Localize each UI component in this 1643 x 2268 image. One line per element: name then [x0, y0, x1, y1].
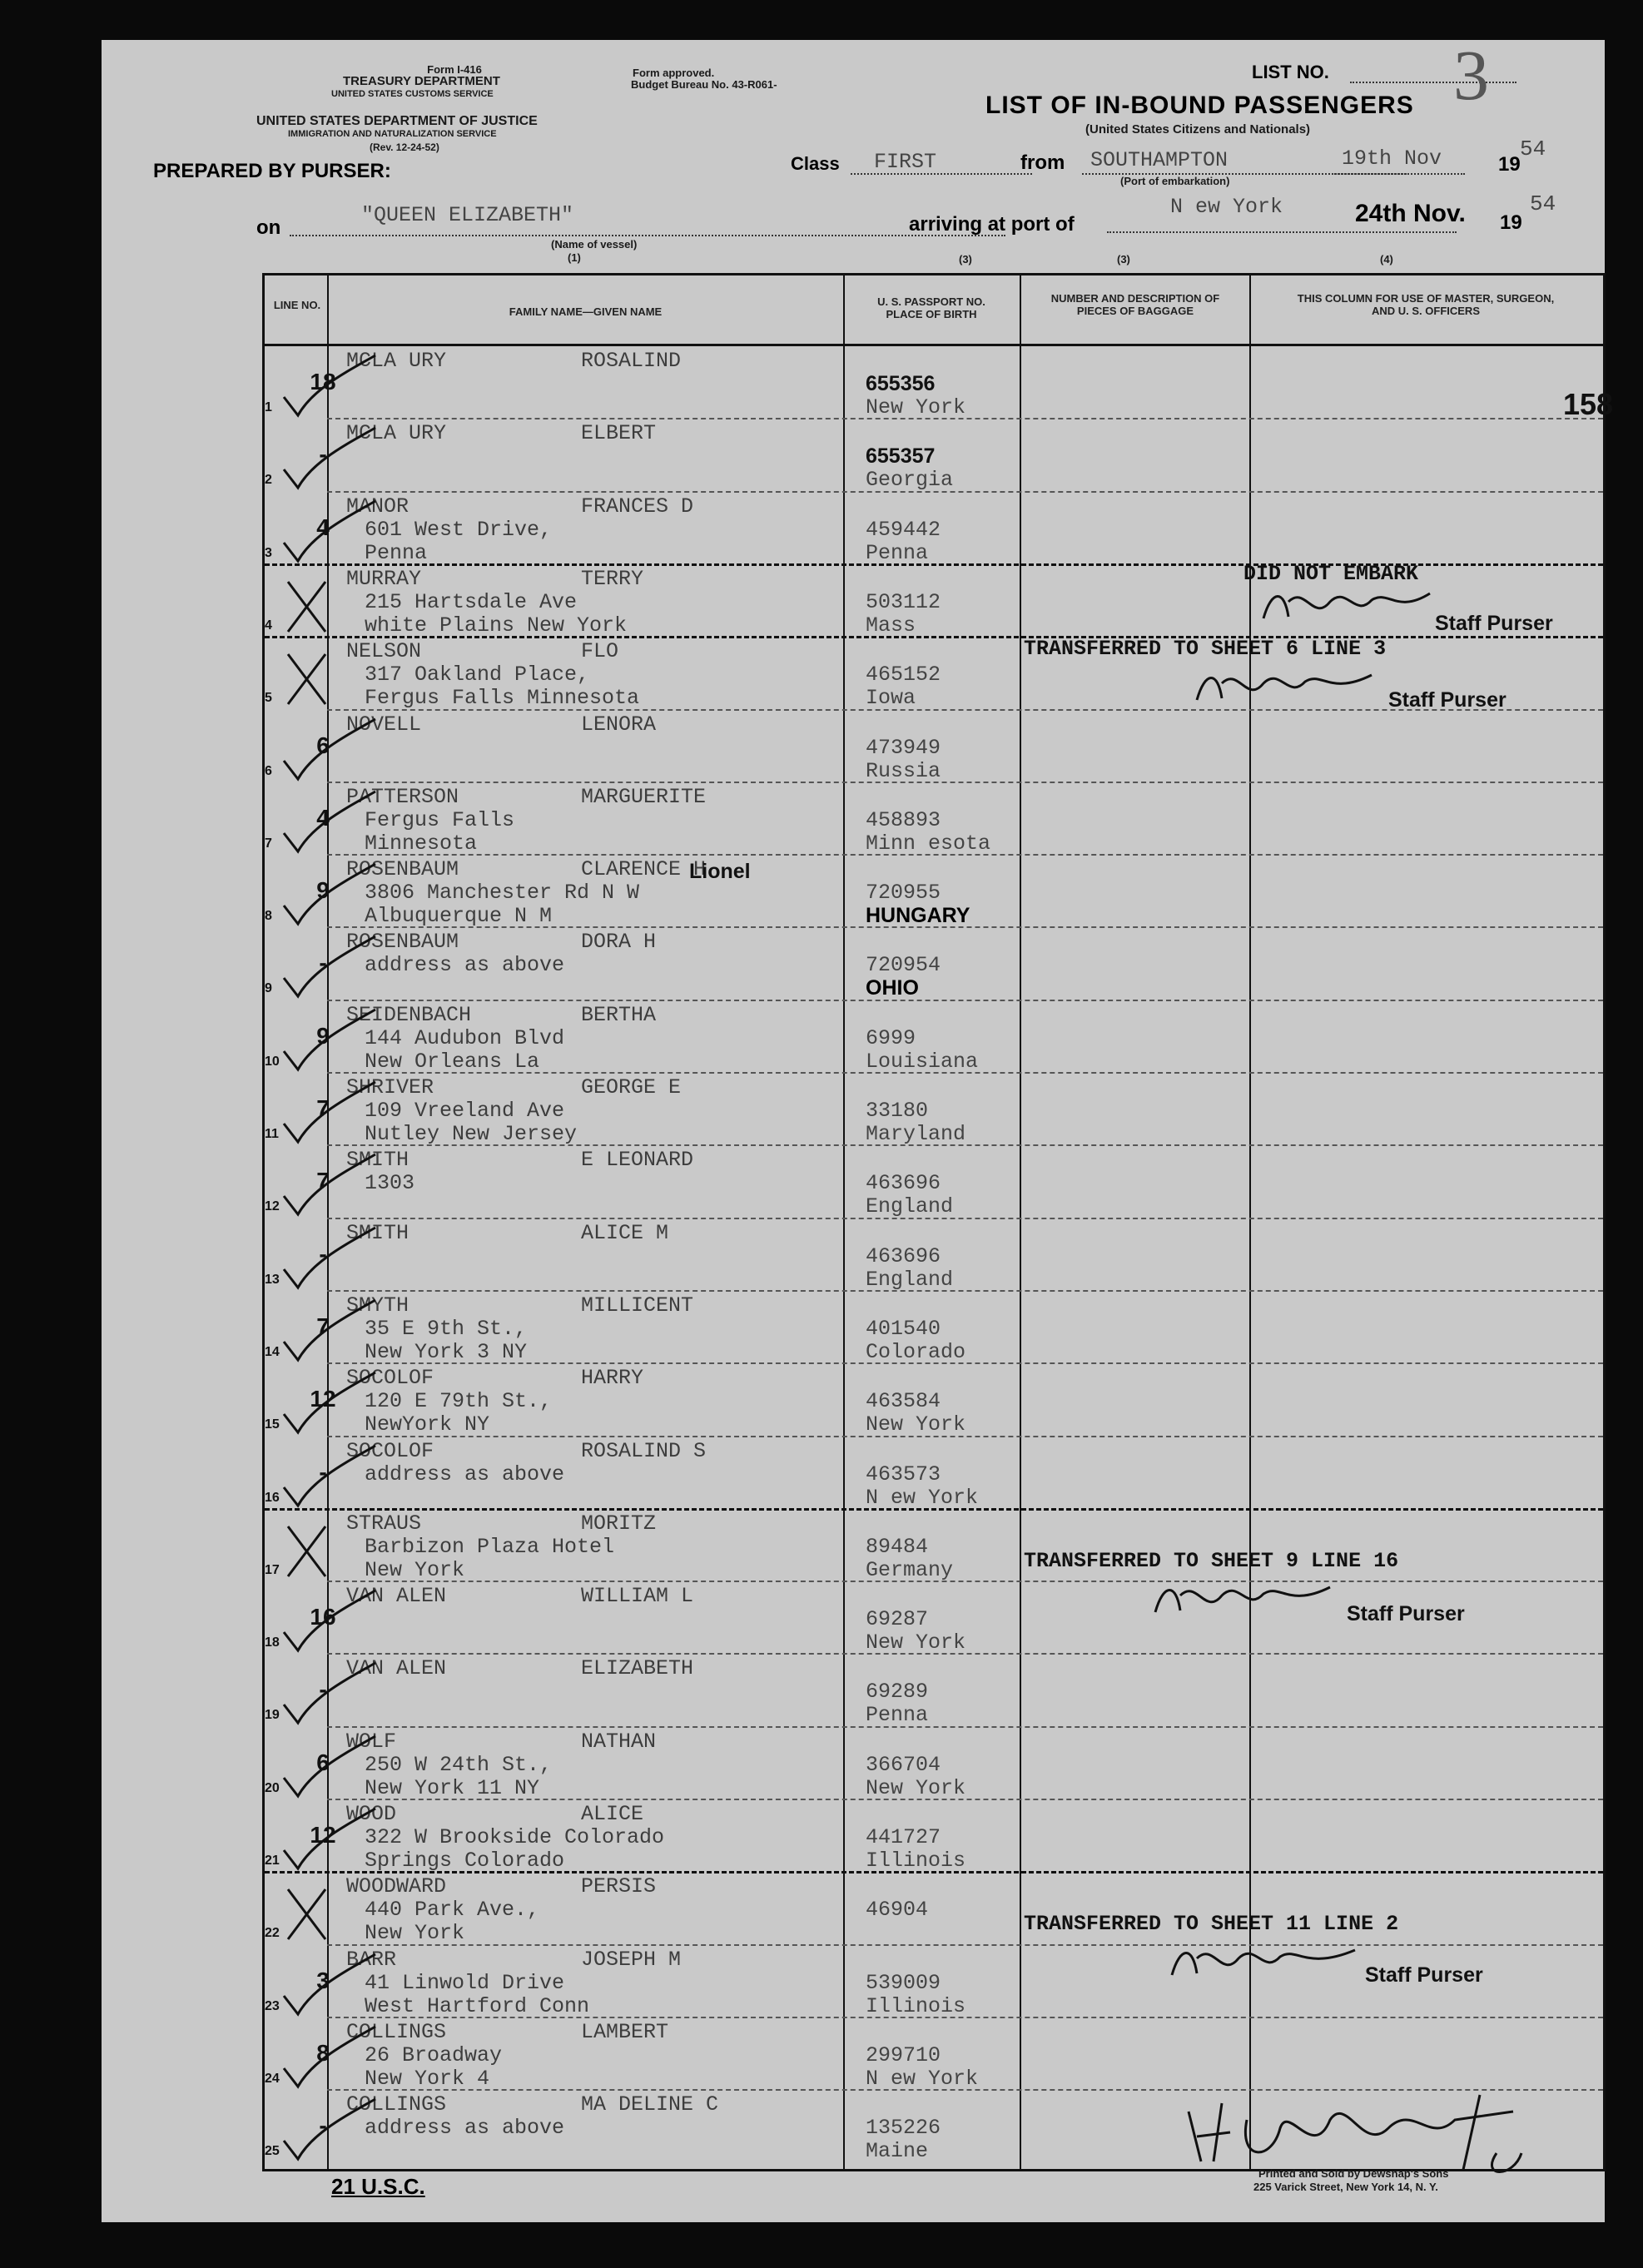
- vessel-col-num: (1): [568, 251, 581, 264]
- baggage-count: -: [319, 441, 327, 468]
- port-caption: (Port of embarkation): [1120, 175, 1230, 187]
- printer-line2: 225 Varick Street, New York 14, N. Y.: [1253, 2181, 1438, 2193]
- family-name: ROSENBAUM: [346, 930, 459, 955]
- baggage-count: 7: [316, 1168, 330, 1194]
- prepared-by: PREPARED BY PURSER:: [153, 160, 391, 182]
- passport-number: 720955: [866, 881, 941, 906]
- place-of-birth: New York: [866, 1630, 966, 1655]
- passport-number: 473949: [866, 735, 941, 760]
- from-value: SOUTHAMPTON: [1090, 148, 1229, 172]
- table-row: [265, 1437, 1603, 1510]
- line-number: 2: [265, 473, 272, 488]
- baggage-count: 16: [310, 1604, 336, 1630]
- baggage-count: 7: [316, 1313, 330, 1339]
- passport-number: 441727: [866, 1825, 941, 1849]
- place-of-birth: N ew York: [866, 2066, 979, 2091]
- family-name: ROSENBAUM: [346, 857, 459, 882]
- table-row: [265, 1655, 1603, 1727]
- place-of-birth: Maryland: [866, 1122, 966, 1146]
- place-of-birth: Russia: [866, 758, 941, 783]
- check-mark-icon: [280, 1300, 380, 1367]
- address-line1: address as above: [365, 953, 565, 978]
- list-no-label: LIST NO.: [1252, 62, 1329, 82]
- address-line2: Fergus Falls Minnesota: [365, 686, 640, 711]
- place-of-birth: New York: [866, 395, 966, 419]
- baggage-count: 4: [316, 804, 330, 831]
- line-number: 4: [265, 618, 272, 633]
- place-of-birth: England: [866, 1194, 954, 1219]
- passport-number: 46904: [866, 1898, 929, 1923]
- line-number: 15: [265, 1417, 280, 1432]
- line-number: 18: [265, 1635, 280, 1650]
- embark-year: 54: [1520, 136, 1546, 161]
- form-subtitle: (United States Citizens and Nationals): [1085, 122, 1311, 136]
- given-name: BERTHA: [581, 1002, 657, 1027]
- family-name: SEIDENBACH: [346, 1002, 472, 1027]
- family-name: BARR: [346, 1947, 397, 1972]
- did-not-embark-note: DID NOT EMBARK: [1243, 562, 1419, 586]
- form-title: LIST OF IN-BOUND PASSENGERS: [985, 92, 1414, 119]
- table-row: [265, 347, 1603, 419]
- address-line1: 41 Linwold Drive: [365, 1970, 565, 1995]
- given-name: ALICE: [581, 1802, 644, 1826]
- address-line2: West Hartford Conn: [365, 1993, 590, 2018]
- staff-purser-4: Staff Purser: [1365, 1963, 1483, 1987]
- family-name: VAN ALEN: [346, 1584, 447, 1609]
- passport-number: 458893: [866, 807, 941, 832]
- place-of-birth: New York: [866, 1775, 966, 1800]
- place-of-birth: Colorado: [866, 1339, 966, 1364]
- table-row: [265, 1146, 1603, 1218]
- passport-number: 463584: [866, 1389, 941, 1414]
- given-name: MORITZ: [581, 1511, 657, 1536]
- address-line2: Albuquerque N M: [365, 904, 553, 929]
- given-name: MA DELINE C: [581, 2092, 719, 2117]
- baggage-count: 6: [316, 732, 330, 758]
- passport-number: 366704: [866, 1752, 941, 1777]
- address-line2: New York 11 NY: [365, 1775, 540, 1800]
- cross-mark-icon: [280, 1518, 380, 1585]
- family-name: SMYTH: [346, 1293, 410, 1318]
- table-row: [265, 1292, 1603, 1364]
- table-row: [265, 419, 1603, 492]
- check-mark-icon: [280, 1154, 380, 1221]
- check-mark-icon: [280, 2027, 380, 2093]
- class-label: Class: [791, 153, 840, 174]
- transfer-note-row5: TRANSFERRED TO SHEET 6 LINE 3: [1024, 637, 1387, 661]
- baggage-count: 9: [316, 877, 330, 904]
- budget-bureau: Budget Bureau No. 43-R061-: [631, 78, 777, 91]
- place-of-birth: Iowa: [866, 686, 916, 711]
- col-num-3b: (3): [1117, 253, 1130, 266]
- given-name: JOSEPH M: [581, 1947, 682, 1972]
- passport-number: 539009: [866, 1970, 941, 1995]
- check-mark-icon: [280, 719, 380, 786]
- table-row: [265, 1074, 1603, 1146]
- address-line2: New Orleans La: [365, 1049, 540, 1074]
- passport-number: 503112: [866, 589, 941, 614]
- address-line1: address as above: [365, 1462, 565, 1486]
- passport-number: 655356: [866, 372, 936, 395]
- class-value: FIRST: [874, 150, 937, 174]
- address-line1: 26 Broadway: [365, 2042, 503, 2067]
- given-name: ROSALIND S: [581, 1438, 707, 1463]
- arriving-label: arriving at port of: [909, 213, 1075, 236]
- col-num-4: (4): [1380, 253, 1393, 266]
- purser-signature-4: [1164, 1942, 1363, 1983]
- check-mark-icon: [280, 1809, 380, 1875]
- table-row: [265, 856, 1603, 928]
- family-name: NELSON: [346, 639, 422, 664]
- family-name: COLLINGS: [346, 2019, 447, 2044]
- year-prefix: 19: [1498, 153, 1521, 176]
- address-line2: Springs Colorado: [365, 1849, 565, 1873]
- family-name: WOLF: [346, 1729, 397, 1754]
- baggage-count: 12: [310, 1822, 336, 1848]
- top-count: 158: [1563, 387, 1614, 421]
- passport-number: 655357: [866, 444, 936, 469]
- given-name: FLO: [581, 639, 619, 664]
- transfer-note-row17: TRANSFERRED TO SHEET 9 LINE 16: [1024, 1549, 1399, 1573]
- line-number: 11: [265, 1127, 279, 1141]
- family-name: WOOD: [346, 1802, 397, 1826]
- check-mark-icon: [280, 792, 380, 858]
- address-line1: 35 E 9th St.,: [365, 1316, 528, 1341]
- passport-number: 299710: [866, 2042, 941, 2067]
- family-name: MANOR: [346, 494, 410, 519]
- passport-number: 89484: [866, 1534, 929, 1559]
- table-row: [265, 928, 1603, 1000]
- table-row: [265, 1873, 1603, 1945]
- passport-number: 463696: [866, 1171, 941, 1196]
- passport-number: 465152: [866, 663, 941, 687]
- address-line2: NewYork NY: [365, 1412, 490, 1437]
- baggage-count: 9: [316, 1022, 330, 1049]
- given-name: MILLICENT: [581, 1293, 694, 1318]
- passport-number: 463696: [866, 1243, 941, 1268]
- cross-mark-icon: [280, 646, 380, 712]
- form-approved: Form approved.: [633, 67, 715, 79]
- place-of-birth: Germany: [866, 1557, 954, 1582]
- staff-purser-1: Staff Purser: [1435, 612, 1553, 635]
- place-of-birth: New York: [866, 1412, 966, 1437]
- baggage-count: 7: [316, 1095, 330, 1121]
- address-line2: New York: [365, 1557, 465, 1582]
- address-line1: address as above: [365, 2116, 565, 2141]
- family-name: SOCOLOF: [346, 1366, 434, 1391]
- line-number: 9: [265, 981, 272, 996]
- check-mark-icon: [280, 1010, 380, 1076]
- address-line1: 144 Audubon Blvd: [365, 1025, 565, 1050]
- doj-line2: IMMIGRATION AND NATURALIZATION SERVICE: [288, 129, 497, 139]
- given-name: DORA H: [581, 930, 657, 955]
- table-row: [265, 1728, 1603, 1800]
- baggage-count: -: [319, 1240, 327, 1267]
- address-line1: 215 Hartsdale Ave: [365, 589, 578, 614]
- col-name: FAMILY NAME—GIVEN NAME: [509, 305, 663, 318]
- passport-number: 69289: [866, 1680, 929, 1705]
- given-name: TERRY: [581, 566, 644, 591]
- check-mark-icon: [280, 864, 380, 931]
- family-name: COLLINGS: [346, 2092, 447, 2117]
- printer-line1: Printed and Sold by Dewsnap's Sons: [1258, 2167, 1449, 2180]
- col-passport: U. S. PASSPORT NO. PLACE OF BIRTH: [877, 295, 985, 320]
- address-line1: 120 E 79th St.,: [365, 1389, 553, 1414]
- line-number: 20: [265, 1780, 280, 1795]
- doj-line1: UNITED STATES DEPARTMENT OF JUSTICE: [256, 114, 538, 128]
- arrival-port: N ew York: [1170, 195, 1283, 219]
- given-name: HARRY: [581, 1366, 644, 1391]
- cross-mark-icon: [280, 573, 380, 640]
- check-mark-icon: [280, 1954, 380, 2021]
- passenger-table: [262, 273, 1614, 2171]
- dept-line2: UNITED STATES CUSTOMS SERVICE: [331, 89, 494, 99]
- baggage-count: 8: [316, 2039, 330, 2066]
- check-mark-icon: [280, 936, 380, 1003]
- line-number: 22: [265, 1926, 280, 1941]
- table-row: [265, 493, 1603, 565]
- staff-purser-2: Staff Purser: [1388, 688, 1506, 712]
- line-number: 24: [265, 2071, 280, 2086]
- line-number: 25: [265, 2144, 280, 2159]
- baggage-count: -: [319, 1676, 327, 1703]
- line-number: 19: [265, 1708, 280, 1723]
- from-label: from: [1020, 151, 1065, 174]
- passport-number: 69287: [866, 1607, 929, 1632]
- check-mark-icon: [280, 428, 380, 494]
- given-name: LAMBERT: [581, 2019, 669, 2044]
- address-line2: Nutley New Jersey: [365, 1122, 578, 1146]
- check-mark-icon: [280, 1082, 380, 1149]
- passport-number: 463573: [866, 1462, 941, 1486]
- line-number: 7: [265, 836, 272, 851]
- col-line-no: LINE NO.: [273, 299, 321, 311]
- dept-line1: TREASURY DEPARTMENT: [343, 74, 500, 88]
- place-of-birth: N ew York: [866, 1485, 979, 1510]
- line-number: 10: [265, 1054, 280, 1069]
- address-line1: 109 Vreeland Ave: [365, 1099, 565, 1123]
- family-name: MCLA URY: [346, 421, 447, 446]
- place-of-birth: Minn esota: [866, 831, 991, 856]
- arrival-year-prefix: 19: [1500, 211, 1522, 234]
- family-name: SMITH: [346, 1220, 410, 1245]
- table-row: [265, 1510, 1603, 1582]
- check-mark-icon: [280, 1736, 380, 1803]
- place-of-birth: Mass: [866, 613, 916, 638]
- address-line1: 317 Oakland Place,: [365, 663, 590, 687]
- baggage-count: 6: [316, 1749, 330, 1775]
- baggage-count: -: [319, 1458, 327, 1485]
- line-number: 17: [265, 1562, 280, 1577]
- given-name: GEORGE E: [581, 1075, 682, 1099]
- given-name: WILLIAM L: [581, 1584, 694, 1609]
- baggage-count: 18: [310, 369, 336, 395]
- family-name: STRAUS: [346, 1511, 422, 1536]
- line-number: 3: [265, 545, 272, 560]
- line-number: 23: [265, 1998, 280, 2013]
- place-of-birth: Maine: [866, 2139, 929, 2164]
- table-row: [265, 711, 1603, 783]
- table-row: [265, 2018, 1603, 2091]
- family-name: MURRAY: [346, 566, 422, 591]
- check-mark-icon: [280, 2099, 380, 2166]
- family-name: SHRIVER: [346, 1075, 434, 1099]
- passport-number: 401540: [866, 1316, 941, 1341]
- given-name: ALICE M: [581, 1220, 669, 1245]
- passport-number: 6999: [866, 1025, 916, 1050]
- place-of-birth: Penna: [866, 540, 929, 565]
- line-number: 6: [265, 763, 272, 778]
- vessel-caption: (Name of vessel): [551, 238, 638, 251]
- baggage-count: -: [319, 950, 327, 976]
- address-line1: 1303: [365, 1171, 415, 1196]
- address-line2: New York 3 NY: [365, 1339, 528, 1364]
- given-name: ELIZABETH: [581, 1656, 694, 1681]
- passport-number: 720954: [866, 953, 941, 978]
- given-name: NATHAN: [581, 1729, 657, 1754]
- place-of-birth: Illinois: [866, 1993, 966, 2018]
- given-name: E LEONARD: [581, 1148, 694, 1173]
- officer-signature: [1180, 2087, 1530, 2178]
- address-line1: 440 Park Ave.,: [365, 1898, 540, 1923]
- line-number: 16: [265, 1490, 280, 1505]
- family-name: NOVELL: [346, 712, 422, 737]
- given-name: LENORA: [581, 712, 657, 737]
- place-of-birth: England: [866, 1267, 954, 1292]
- col-num-3a: (3): [959, 253, 972, 266]
- address-line2: Penna: [365, 540, 428, 565]
- table-row: [265, 1800, 1603, 1873]
- place-of-birth: OHIO: [866, 976, 919, 1000]
- place-of-birth: Illinois: [866, 1849, 966, 1873]
- table-row: [265, 1219, 1603, 1292]
- baggage-count: 4: [316, 514, 330, 540]
- address-line1: 3806 Manchester Rd N W: [365, 881, 640, 906]
- line-number: 21: [265, 1854, 280, 1868]
- col-baggage: NUMBER AND DESCRIPTION OF PIECES OF BAGGAGE: [1050, 292, 1220, 317]
- family-name: SOCOLOF: [346, 1438, 434, 1463]
- passport-number: 33180: [866, 1099, 929, 1123]
- check-mark-icon: [280, 355, 380, 422]
- address-line2: New York: [365, 1921, 465, 1946]
- address-line1: Barbizon Plaza Hotel: [365, 1534, 615, 1559]
- handwritten-lionel: Lionel: [689, 860, 751, 883]
- baggage-count: 3: [316, 1967, 330, 1993]
- on-label: on: [256, 216, 281, 239]
- given-name: ELBERT: [581, 421, 657, 446]
- line-number: 14: [265, 1344, 280, 1359]
- arrival-year: 54: [1530, 191, 1556, 216]
- baggage-count: 12: [310, 1386, 336, 1412]
- table-row: [265, 783, 1603, 856]
- embark-date: 19th Nov: [1342, 146, 1442, 171]
- line-number: 8: [265, 909, 272, 924]
- revision: (Rev. 12-24-52): [370, 141, 439, 153]
- family-name: MCLA URY: [346, 349, 447, 373]
- purser-signature-1: [1255, 585, 1438, 627]
- address-line2: Minnesota: [365, 831, 478, 856]
- arrival-date: 24th Nov.: [1355, 200, 1466, 227]
- address-line1: 601 West Drive,: [365, 517, 553, 542]
- check-mark-icon: [280, 1228, 380, 1294]
- family-name: SMITH: [346, 1148, 410, 1173]
- family-name: PATTERSON: [346, 784, 459, 809]
- address-line2: New York 4: [365, 2066, 490, 2091]
- address-line1: 250 W 24th St.,: [365, 1752, 553, 1777]
- family-name: VAN ALEN: [346, 1656, 447, 1681]
- staff-purser-3: Staff Purser: [1347, 1602, 1465, 1625]
- place-of-birth: HUNGARY: [866, 904, 970, 928]
- given-name: MARGUERITE: [581, 784, 707, 809]
- line-number: 1: [265, 400, 272, 414]
- given-name: FRANCES D: [581, 494, 694, 519]
- check-mark-icon: [280, 1591, 380, 1657]
- check-mark-icon: [280, 1372, 380, 1439]
- footer-statute: 21 U.S.C.: [331, 2174, 425, 2199]
- list-no-value: 3: [1453, 35, 1489, 115]
- given-name: ROSALIND: [581, 349, 682, 373]
- check-mark-icon: [280, 501, 380, 568]
- baggage-count: -: [319, 2112, 327, 2139]
- transfer-note-row22: TRANSFERRED TO SHEET 11 LINE 2: [1024, 1912, 1399, 1936]
- line-number: 5: [265, 691, 272, 706]
- address-line2: white Plains New York: [365, 613, 628, 638]
- form-number: Form I-416: [427, 63, 482, 76]
- vessel-name: "QUEEN ELIZABETH": [361, 203, 574, 227]
- line-number: 12: [265, 1199, 280, 1214]
- check-mark-icon: [280, 1446, 380, 1512]
- address-line1: 322 W Brookside Colorado: [365, 1825, 665, 1849]
- cross-mark-icon: [280, 1881, 380, 1948]
- passport-number: 135226: [866, 2116, 941, 2141]
- table-row: [265, 1364, 1603, 1437]
- place-of-birth: Louisiana: [866, 1049, 979, 1074]
- line-number: 13: [265, 1272, 280, 1287]
- col-officers: THIS COLUMN FOR USE OF MASTER, SURGEON, AND U. S. OFFICERS: [1297, 292, 1555, 317]
- check-mark-icon: [280, 1663, 380, 1730]
- given-name: CLARENCE H: [581, 857, 707, 882]
- purser-signature-2: [1189, 667, 1380, 708]
- passport-number: 459442: [866, 517, 941, 542]
- address-line1: Fergus Falls: [365, 807, 515, 832]
- purser-signature-3: [1147, 1579, 1338, 1620]
- table-row: [265, 1001, 1603, 1074]
- place-of-birth: Georgia: [866, 468, 954, 493]
- place-of-birth: Penna: [866, 1703, 929, 1728]
- family-name: WOODWARD: [346, 1874, 447, 1899]
- given-name: PERSIS: [581, 1874, 657, 1899]
